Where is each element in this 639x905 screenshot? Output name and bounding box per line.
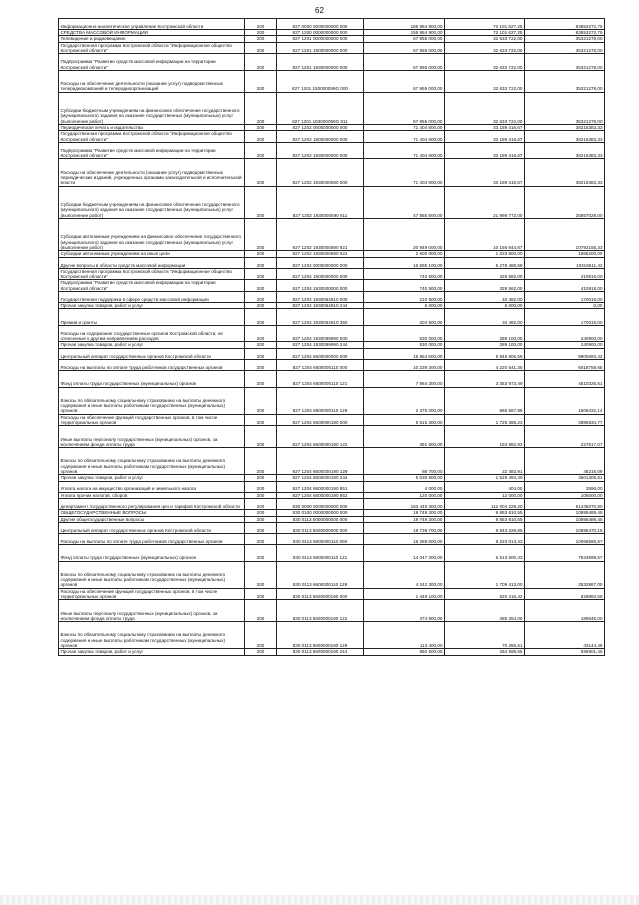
row-approved-amount: 19 738 700,00 <box>364 522 445 533</box>
row-approved-amount: 16 595 100,00 <box>364 257 445 268</box>
row-classification-code: 827 1204 6600000110 121 <box>277 371 364 388</box>
row-name: Фонд оплаты труда государственных (муниципальных) органов <box>59 371 245 388</box>
table-row <box>59 588 605 600</box>
row-name: ОБЩЕГОСУДАРСТВЕННЫЕ ВОПРОСЫ <box>59 510 245 516</box>
row-approved-amount: 67 955 000,00 <box>364 36 445 42</box>
row-name: Другие общегосударственные вопросы <box>59 516 245 522</box>
row-name: Расходы на выплаты по оплате труда работников государственных органов <box>59 359 245 370</box>
page-number: 62 <box>315 6 324 15</box>
row-approved-amount: 67 955 000,00 <box>364 92 445 124</box>
row-line-code: 200 <box>245 561 277 588</box>
row-line-code: 200 <box>245 600 277 622</box>
row-approved-amount: 530 000,00 <box>364 325 445 342</box>
row-line-code: 200 <box>245 159 277 186</box>
row-executed-amount: 163 982,93 <box>445 426 525 448</box>
table-row <box>59 218 605 250</box>
row-executed-amount: 285 354,00 <box>445 600 525 622</box>
row-line-code: 200 <box>245 359 277 370</box>
row-approved-amount: 2 375 000,00 <box>364 387 445 414</box>
row-name: Взносы по обязательному социальному страхованию на выплаты денежного содержания и иные выплаты работникам государственных (муниципальных) органов <box>59 448 245 475</box>
row-name: Прочая закупка товаров, работ и услуг <box>59 649 245 655</box>
row-approved-amount: 67 955 000,00 <box>364 54 445 71</box>
row-approved-amount: 5 030 800,00 <box>364 475 445 481</box>
row-unexecuted-amount: 35321278,00 <box>525 42 605 54</box>
table-row <box>59 545 605 562</box>
row-executed-amount: 32 633 722,00 <box>445 70 525 92</box>
row-unexecuted-amount: 1566200,00 <box>525 251 605 257</box>
table-row <box>59 92 605 124</box>
row-executed-amount: 264 598,55 <box>445 649 525 655</box>
row-unexecuted-amount: 108000,00 <box>525 492 605 498</box>
row-line-code: 200 <box>245 533 277 544</box>
table-row <box>59 280 605 292</box>
row-classification-code: 827 1201 193000059G 000 <box>277 70 364 92</box>
row-approved-amount: 47 855 800,00 <box>364 186 445 218</box>
row-unexecuted-amount: 4510326,51 <box>525 371 605 388</box>
row-classification-code: 827 1204 6600000000 000 <box>277 348 364 359</box>
row-executed-amount: 6 000,00 <box>445 303 525 309</box>
row-classification-code: 827 1202 1930000590 000 <box>277 159 364 186</box>
table-row <box>59 600 605 622</box>
row-unexecuted-amount: 35321278,00 <box>525 54 605 71</box>
row-approved-amount: 155 954 900,00 <box>364 30 445 36</box>
table-row <box>59 309 605 326</box>
row-line-code: 200 <box>245 70 277 92</box>
row-approved-amount: 1 449 100,00 <box>364 588 445 600</box>
row-approved-amount: 2 600 000,00 <box>364 251 445 257</box>
row-executed-amount: 22 483,91 <box>445 448 525 475</box>
table-row <box>59 516 605 522</box>
table-row <box>59 292 605 303</box>
row-executed-amount: 6 278 488,58 <box>445 257 525 268</box>
table-row <box>59 649 605 655</box>
table-row <box>59 186 605 218</box>
row-executed-amount: 72 101 627,25 <box>445 30 525 36</box>
row-name: Прочая закупка товаров, работ и услуг <box>59 342 245 348</box>
table-row <box>59 257 605 268</box>
row-line-code: 200 <box>245 387 277 414</box>
budget-table <box>58 18 605 656</box>
row-line-code: 200 <box>245 251 277 257</box>
row-executed-amount: 5 948 906,58 <box>445 348 525 359</box>
row-approved-amount: 5 615 300,00 <box>364 414 445 426</box>
row-classification-code: 830 0113 6600000190 000 <box>277 588 364 600</box>
row-name: Расходы на обеспечение деятельности (оказание услуг) подведомственных периодических изданий, учрежденных органами законодательной и исполнительной власти <box>59 159 245 186</box>
row-classification-code: 827 0000 0000000000 000 <box>277 19 364 30</box>
row-line-code: 200 <box>245 649 277 655</box>
table-row <box>59 481 605 492</box>
row-name: Государственная программа Костромской области "Информационное общество Костромской области" <box>59 131 245 143</box>
row-unexecuted-amount: 38215383,33 <box>525 159 605 186</box>
row-approved-amount: 4 242 300,00 <box>364 561 445 588</box>
row-name: департамент государственного регулирования цен и тарифов Костромской области <box>59 499 245 510</box>
row-executed-amount: 329 582,00 <box>445 268 525 280</box>
row-executed-amount: 70 255,51 <box>445 622 525 649</box>
row-executed-amount: 404,00 <box>445 481 525 492</box>
row-executed-amount: 289 100,00 <box>445 342 525 348</box>
table-row <box>59 70 605 92</box>
row-line-code: 200 <box>245 54 277 71</box>
row-unexecuted-amount: 0,00 <box>525 303 605 309</box>
row-unexecuted-amount: 10895489,45 <box>525 510 605 516</box>
row-classification-code: 827 1200 0000000000 000 <box>277 30 364 36</box>
row-approved-amount: 71 404 800,00 <box>364 142 445 159</box>
row-unexecuted-amount: 10316611,42 <box>525 257 605 268</box>
row-executed-amount: 1 033 800,00 <box>445 251 525 257</box>
row-line-code: 200 <box>245 371 277 388</box>
row-approved-amount: 155 954 900,00 <box>364 19 445 30</box>
table-row <box>59 54 605 71</box>
row-classification-code: 830 0113 6600000110 121 <box>277 545 364 562</box>
row-approved-amount: 14 047 300,00 <box>364 545 445 562</box>
row-approved-amount: 19 749 300,00 <box>364 510 445 516</box>
row-classification-code: 827 1202 1930000590 622 <box>277 251 364 257</box>
row-name: Уплата прочих налогов, сборов <box>59 492 245 498</box>
row-unexecuted-amount: 35321278,00 <box>525 36 605 42</box>
row-classification-code: 827 1204 6600000190 244 <box>277 475 364 481</box>
row-unexecuted-amount: 25857028,00 <box>525 186 605 218</box>
table-row <box>59 533 605 544</box>
row-approved-amount: 7 864 300,00 <box>364 371 445 388</box>
row-approved-amount: 391 600,00 <box>364 426 445 448</box>
row-classification-code: 827 1204 6600000190 122 <box>277 426 364 448</box>
budget-table-body <box>59 19 605 656</box>
row-executed-amount: 21 998 772,00 <box>445 186 525 218</box>
row-classification-code: 827 1204 6600000190 851 <box>277 481 364 492</box>
row-name: Расходы на обеспечение деятельности (оказание услуг) подведомственных телерадиокомпаний и телерадиоорганизаций <box>59 70 245 92</box>
row-approved-amount: 740 500,00 <box>364 268 445 280</box>
row-line-code: 200 <box>245 42 277 54</box>
row-classification-code: 827 1202 0000000000 000 <box>277 125 364 131</box>
row-classification-code: 827 1204 6600000190 129 <box>277 448 364 475</box>
row-approved-amount: 6 000,00 <box>364 303 445 309</box>
row-unexecuted-amount: 46216,09 <box>525 448 605 475</box>
row-classification-code: 830 0113 6600000000 000 <box>277 522 364 533</box>
row-unexecuted-amount: 83853272,75 <box>525 30 605 36</box>
row-name: Иные выплаты персоналу государственных (муниципальных) органов, за исключением фонда оплаты труда <box>59 426 245 448</box>
row-classification-code: 827 1204 0000000000 000 <box>277 257 364 268</box>
row-approved-amount: 530 000,00 <box>364 342 445 348</box>
row-name: Подпрограмма "Развитие средств массовой информации на территории Костромской области" <box>59 54 245 71</box>
row-unexecuted-amount: 3886934,77 <box>525 414 605 426</box>
row-unexecuted-amount: 410918,00 <box>525 268 605 280</box>
row-approved-amount: 18 289 600,00 <box>364 533 445 544</box>
row-line-code: 200 <box>245 622 277 649</box>
row-executed-amount: 32 633 722,00 <box>445 54 525 71</box>
row-classification-code: 827 1202 1900000000 000 <box>277 131 364 143</box>
row-classification-code: 827 1202 1930000590 611 <box>277 186 364 218</box>
row-line-code: 200 <box>245 475 277 481</box>
row-approved-amount: 474 900,00 <box>364 600 445 622</box>
row-classification-code: 827 1204 1930064910 000 <box>277 292 364 303</box>
row-unexecuted-amount: 595901,45 <box>525 649 605 655</box>
row-classification-code: 827 1204 1930000000 000 <box>277 280 364 292</box>
row-line-code: 200 <box>245 342 277 348</box>
row-executed-amount: 6 513 600,43 <box>445 545 525 562</box>
row-line-code: 200 <box>245 125 277 131</box>
row-name: Государственная программа Костромской области "Информационное общество Костромской области" <box>59 42 245 54</box>
row-executed-amount: 8 843 229,85 <box>445 522 525 533</box>
row-executed-amount: 33 189 416,67 <box>445 131 525 143</box>
row-unexecuted-amount: 410918,00 <box>525 280 605 292</box>
table-row <box>59 325 605 342</box>
row-line-code: 200 <box>245 30 277 36</box>
row-name: СРЕДСТВА МАССОВОЙ ИНФОРМАЦИИ <box>59 30 245 36</box>
row-unexecuted-amount: 10066586,57 <box>525 533 605 544</box>
row-approved-amount: 68 700,00 <box>364 448 445 475</box>
table-row <box>59 371 605 388</box>
table-row <box>59 448 605 475</box>
row-line-code: 200 <box>245 303 277 309</box>
row-unexecuted-amount: 10895489,45 <box>525 516 605 522</box>
row-name: Расходы на обеспечение функций государственных органов, в том числе территориальных органов <box>59 414 245 426</box>
row-executed-amount: 866 567,86 <box>445 387 525 414</box>
row-name: Взносы по обязательному социальному страхованию на выплаты денежного содержания и иные выплаты работникам государственных (муниципальных) органов <box>59 387 245 414</box>
row-approved-amount: 71 404 800,00 <box>364 131 445 143</box>
row-executed-amount: 40 482,00 <box>445 292 525 303</box>
row-unexecuted-amount: 3501305,61 <box>525 475 605 481</box>
row-name: Расходы на выплаты по оплате труда работников государственных органов <box>59 533 245 544</box>
row-classification-code: 827 1202 1930000590 621 <box>277 218 364 250</box>
table-row <box>59 348 605 359</box>
row-unexecuted-amount: 35321278,00 <box>525 92 605 124</box>
table-row <box>59 125 605 131</box>
row-unexecuted-amount: 38215383,33 <box>525 142 605 159</box>
row-executed-amount: 112 004 229,20 <box>445 499 525 510</box>
row-name: Субсидии бюджетным учреждениям на финансовое обеспечение государственного (муниципального) задания на оказание государственных (муниципальных) услуг (выполнение работ) <box>59 92 245 124</box>
row-executed-amount: 33 189 416,67 <box>445 159 525 186</box>
row-name: Центральный аппарат государственных органов Костромской области <box>59 348 245 359</box>
row-line-code: 200 <box>245 499 277 510</box>
row-executed-amount: 12 000,00 <box>445 492 525 498</box>
row-executed-amount: 4 220 541,35 <box>445 359 525 370</box>
row-line-code: 200 <box>245 186 277 218</box>
row-line-code: 200 <box>245 19 277 30</box>
row-approved-amount: 163 449 300,00 <box>364 499 445 510</box>
row-executed-amount: 1 728 365,23 <box>445 414 525 426</box>
row-classification-code: 827 1204 1930064910 244 <box>277 303 364 309</box>
table-row <box>59 42 605 54</box>
row-line-code: 200 <box>245 545 277 562</box>
row-executed-amount: 289 100,00 <box>445 325 525 342</box>
table-row <box>59 268 605 280</box>
table-row <box>59 131 605 143</box>
row-name: Субсидии бюджетным учреждениям на финансовое обеспечение государственного (муниципального) задания на оказание государственных (муниципальных) услуг (выполнение работ) <box>59 186 245 218</box>
row-line-code: 200 <box>245 92 277 124</box>
row-executed-amount: 1 709 413,00 <box>445 561 525 588</box>
row-executed-amount: 72 101 627,25 <box>445 19 525 30</box>
row-line-code: 200 <box>245 131 277 143</box>
row-executed-amount: 3 353 973,49 <box>445 371 525 388</box>
row-name: Информационно-аналитическое управление Костромской области <box>59 19 245 30</box>
row-classification-code: 830 0000 0000000000 000 <box>277 499 364 510</box>
row-line-code: 200 <box>245 522 277 533</box>
row-name: Подпрограмма "Развитие средств массовой информации на территории Костромской области" <box>59 142 245 159</box>
row-name: Другие вопросы в области средств массовой информации <box>59 257 245 268</box>
row-approved-amount: 71 404 800,00 <box>364 159 445 186</box>
row-unexecuted-amount: 51445070,80 <box>525 499 605 510</box>
row-name: Уплата налога на имущество организаций и земельного налога <box>59 481 245 492</box>
row-name: Взносы по обязательному социальному страхованию на выплаты денежного содержания и иные выплаты работникам государственных (муниципальных) органов <box>59 561 245 588</box>
row-approved-amount: 120 000,00 <box>364 492 445 498</box>
row-executed-amount: 1 529 494,39 <box>445 475 525 481</box>
row-name: Периодическая печать и издательства <box>59 125 245 131</box>
table-row <box>59 522 605 533</box>
row-unexecuted-amount: 43144,49 <box>525 622 605 649</box>
row-name: Фонд оплаты труда государственных (муниципальных) органов <box>59 545 245 562</box>
row-unexecuted-amount: 6018758,65 <box>525 359 605 370</box>
row-unexecuted-amount: 3596,00 <box>525 481 605 492</box>
row-line-code: 200 <box>245 325 277 342</box>
row-classification-code: 827 1204 1930064910 350 <box>277 309 364 326</box>
row-name: Подпрограмма "Развитие средств массовой информации на территории Костромской области" <box>59 280 245 292</box>
row-line-code: 200 <box>245 426 277 448</box>
row-executed-amount: 33 189 416,67 <box>445 125 525 131</box>
row-unexecuted-amount: 35321278,00 <box>525 70 605 92</box>
row-classification-code: 830 0113 6600000110 000 <box>277 533 364 544</box>
row-unexecuted-amount: 1508432,14 <box>525 387 605 414</box>
row-classification-code: 830 0113 6600000190 244 <box>277 649 364 655</box>
row-classification-code: 827 1204 1930099990 244 <box>277 342 364 348</box>
row-executed-amount: 10 156 844,67 <box>445 218 525 250</box>
row-classification-code: 830 0113 6600000110 129 <box>277 561 364 588</box>
row-name: Премии и гранты <box>59 309 245 326</box>
row-line-code: 200 <box>245 142 277 159</box>
row-line-code: 200 <box>245 280 277 292</box>
row-name: Прочая закупка товаров, работ и услуг <box>59 475 245 481</box>
table-row <box>59 387 605 414</box>
row-executed-amount: 32 633 722,00 <box>445 42 525 54</box>
row-name: Центральный аппарат государственных органов Костромской области <box>59 522 245 533</box>
row-line-code: 200 <box>245 414 277 426</box>
row-unexecuted-amount: 10792155,33 <box>525 218 605 250</box>
table-row <box>59 561 605 588</box>
row-name: Расходы на содержание государственных органов Костромской области, не отнесенные к другим направлениям расходов <box>59 325 245 342</box>
row-line-code: 200 <box>245 348 277 359</box>
row-approved-amount: 71 404 800,00 <box>364 125 445 131</box>
row-unexecuted-amount: 38215383,33 <box>525 125 605 131</box>
row-unexecuted-amount: 828883,58 <box>525 588 605 600</box>
row-unexecuted-amount: 83853272,75 <box>525 19 605 30</box>
row-executed-amount: 32 633 722,00 <box>445 92 525 124</box>
row-approved-amount: 113 400,00 <box>364 622 445 649</box>
row-unexecuted-amount: 2532887,00 <box>525 561 605 588</box>
row-executed-amount: 620 216,42 <box>445 588 525 600</box>
row-approved-amount: 20 949 000,00 <box>364 218 445 250</box>
row-line-code: 200 <box>245 448 277 475</box>
row-approved-amount: 67 955 000,00 <box>364 42 445 54</box>
row-unexecuted-amount: 7533699,57 <box>525 545 605 562</box>
row-classification-code: 827 1204 6600000190 000 <box>277 414 364 426</box>
row-name: Государственная программа Костромской области "Информационное общество Костромской области" <box>59 268 245 280</box>
table-row <box>59 159 605 186</box>
row-classification-code: 827 1204 1930099990 000 <box>277 325 364 342</box>
row-classification-code: 827 1201 1930000000 000 <box>277 54 364 71</box>
row-line-code: 200 <box>245 257 277 268</box>
table-row <box>59 426 605 448</box>
row-unexecuted-amount: 38215383,33 <box>525 131 605 143</box>
scan-bottom-edge <box>0 895 639 905</box>
row-unexecuted-amount: 240900,00 <box>525 342 605 348</box>
row-executed-amount: 8 223 013,43 <box>445 533 525 544</box>
row-name: Расходы на обеспечение функций государственных органов, в том числе территориальных органов <box>59 588 245 600</box>
row-executed-amount: 34 482,00 <box>445 309 525 326</box>
row-executed-amount: 33 189 416,67 <box>445 142 525 159</box>
row-line-code: 200 <box>245 492 277 498</box>
row-approved-amount: 740 500,00 <box>364 280 445 292</box>
row-classification-code: 830 0113 6600000190 122 <box>277 600 364 622</box>
row-approved-amount: 15 854 600,00 <box>364 348 445 359</box>
row-classification-code: 827 1204 6600000110 129 <box>277 387 364 414</box>
row-approved-amount: 204 500,00 <box>364 309 445 326</box>
row-line-code: 200 <box>245 36 277 42</box>
row-classification-code: 827 1202 1930000000 000 <box>277 142 364 159</box>
row-classification-code: 830 0113 0000000000 000 <box>277 516 364 522</box>
row-name: Государственная поддержка в сфере средств массовой информации <box>59 292 245 303</box>
row-classification-code: 827 1204 6600000190 852 <box>277 492 364 498</box>
row-unexecuted-amount: 170018,00 <box>525 309 605 326</box>
row-unexecuted-amount: 227617,07 <box>525 426 605 448</box>
row-name: Прочая закупка товаров, работ и услуг <box>59 303 245 309</box>
row-approved-amount: 10 239 300,00 <box>364 359 445 370</box>
row-classification-code: 830 0100 0000000000 000 <box>277 510 364 516</box>
row-classification-code: 827 1204 6600000110 000 <box>277 359 364 370</box>
table-row <box>59 622 605 649</box>
row-name: Иные выплаты персоналу государственных (муниципальных) органов, за исключением фонда оплаты труда <box>59 600 245 622</box>
row-classification-code: 827 1201 1900000000 000 <box>277 42 364 54</box>
row-line-code: 200 <box>245 268 277 280</box>
row-unexecuted-amount: 10895470,15 <box>525 522 605 533</box>
row-line-code: 200 <box>245 309 277 326</box>
row-unexecuted-amount: 9905693,42 <box>525 348 605 359</box>
row-name: Субсидии автономным учреждениям на финансовое обеспечение государственного (муниципального) задания на оказание государственных (муниципальных) услуг (выполнение работ) <box>59 218 245 250</box>
row-line-code: 200 <box>245 292 277 303</box>
table-row <box>59 414 605 426</box>
row-approved-amount: 19 749 300,00 <box>364 516 445 522</box>
row-executed-amount: 32 633 722,00 <box>445 36 525 42</box>
row-classification-code: 827 1201 0000000000 000 <box>277 36 364 42</box>
table-row <box>59 499 605 510</box>
row-line-code: 200 <box>245 516 277 522</box>
table-row <box>59 359 605 370</box>
row-line-code: 200 <box>245 218 277 250</box>
row-name: Субсидии автономным учреждениям на иные цели <box>59 251 245 257</box>
table-row <box>59 19 605 30</box>
row-name: Телевидение и радиовещание <box>59 36 245 42</box>
row-executed-amount: 329 582,00 <box>445 280 525 292</box>
row-executed-amount: 8 853 810,55 <box>445 516 525 522</box>
row-executed-amount: 8 853 810,55 <box>445 510 525 516</box>
row-classification-code: 827 1201 193000059G 611 <box>277 92 364 124</box>
row-approved-amount: 4 000,00 <box>364 481 445 492</box>
table-row <box>59 142 605 159</box>
row-unexecuted-amount: 240900,00 <box>525 325 605 342</box>
row-name: Взносы по обязательному социальному страхованию на выплаты денежного содержания и иные выплаты работникам государственных (муниципальных) органов <box>59 622 245 649</box>
row-line-code: 200 <box>245 481 277 492</box>
row-unexecuted-amount: 189546,00 <box>525 600 605 622</box>
row-unexecuted-amount: 170018,00 <box>525 292 605 303</box>
row-line-code: 200 <box>245 510 277 516</box>
row-classification-code: 827 1204 1900000000 000 <box>277 268 364 280</box>
row-approved-amount: 210 500,00 <box>364 292 445 303</box>
row-line-code: 200 <box>245 588 277 600</box>
row-classification-code: 830 0113 6600000190 129 <box>277 622 364 649</box>
row-approved-amount: 860 500,00 <box>364 649 445 655</box>
row-approved-amount: 67 955 000,00 <box>364 70 445 92</box>
